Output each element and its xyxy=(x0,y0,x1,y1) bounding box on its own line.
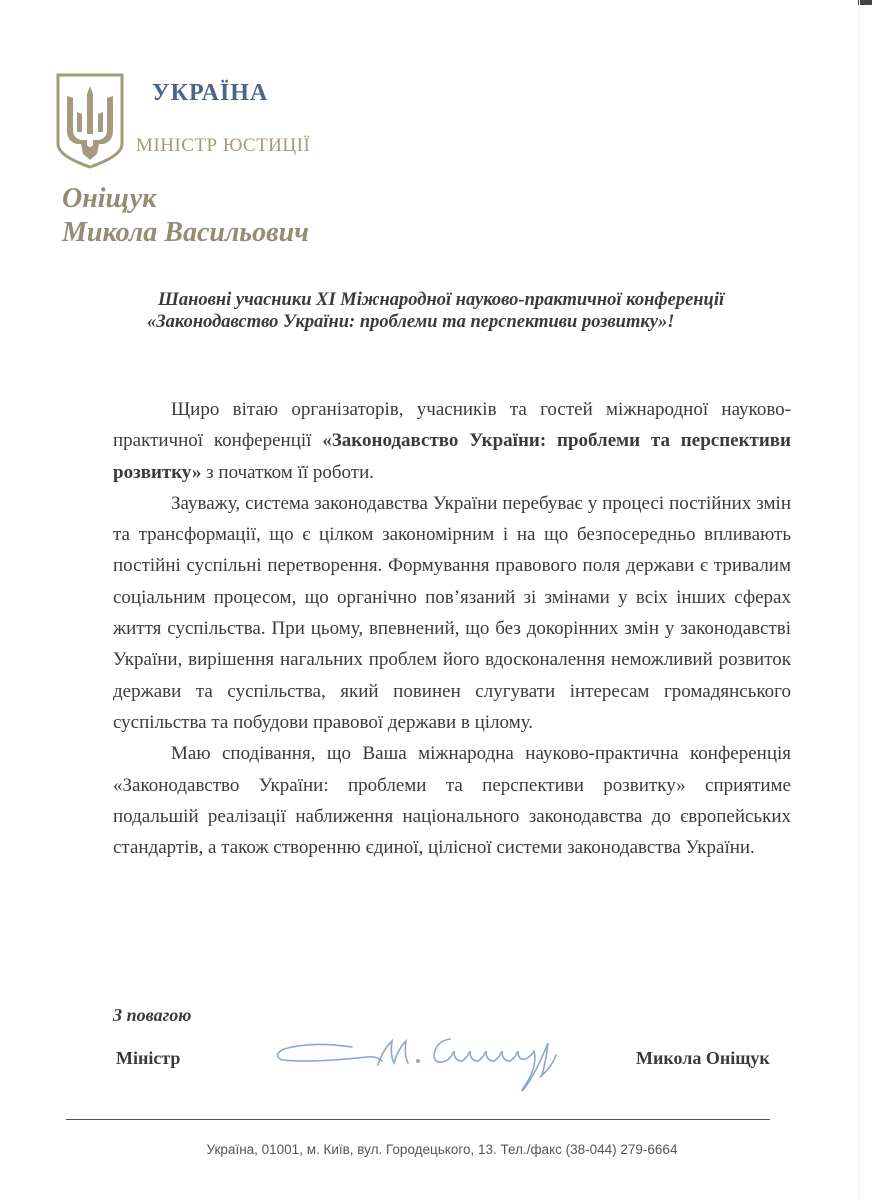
footer-address: Україна, 01001, м. Київ, вул. Городецького, 13. Тел./факс (38-044) 279-6664 xyxy=(206,1142,678,1157)
paragraph-2: Зауважу, система законодавства України перебуває у процесі постійних змін та трансформації, що є цілком закономірним і на що безпосередньо впливають постійні суспільні перетворення. Формування правового поля держави є тривалим соціальним процесом, що органічно пов’язаний зі змінами у всіх інших сферах життя суспільства. При цьому, впевнений, що без докорінних змін у законодавстві України, вирішення нагальних проблем його вдосконалення неможливий розвиток держави та суспільства, який повинен слугувати інтересам громадянського суспільства та побудови правової держави в цілому. xyxy=(113,492,791,733)
minister-given-names: Микола Васильович xyxy=(62,217,309,248)
signer-name: Микола Оніщук xyxy=(636,1048,770,1068)
handwritten-signature xyxy=(272,1027,592,1107)
scan-edge-shadow xyxy=(858,0,872,5)
minister-surname: Оніщук xyxy=(62,183,157,214)
paragraph-1-conference-title: «Законодавство України: проблеми та перспективи розвитку» xyxy=(113,430,792,483)
greeting-line-1: Шановні учасники XI Міжнародної науково-практичної конференції xyxy=(158,290,725,310)
footer-divider xyxy=(66,1119,770,1120)
trident-coat-of-arms-icon xyxy=(55,72,125,170)
signer-role: Міністр xyxy=(116,1048,181,1068)
paragraph-1-tail: з початком її роботи. xyxy=(201,461,375,483)
paragraph-1-lead: Щиро вітаю організаторів, учасників та гостей міжнародної науково-практичної конференції xyxy=(113,399,791,452)
letter-body xyxy=(113,394,791,863)
greeting-line-2: «Законодавство України: проблеми та перспективи розвитку»! xyxy=(147,312,675,332)
closing-phrase: З повагою xyxy=(113,1005,192,1025)
ministry-title: МІНІСТР ЮСТИЦІЇ xyxy=(136,135,311,156)
paragraph-3: Маю сподівання, що Ваша міжнародна науково-практична конференція «Законодавство України: проблеми та перспективи розвитку» сприятиме подальшій реалізації наближення національного законодавства до європейських стандартів, а також створенню єдиної, цілісної системи законодавства України. xyxy=(113,743,791,859)
country-title: УКРАЇНА xyxy=(152,80,269,106)
paragraph-1 xyxy=(113,394,791,488)
scan-edge-line xyxy=(859,0,860,1200)
greeting xyxy=(147,289,818,333)
minister-name xyxy=(62,182,309,250)
